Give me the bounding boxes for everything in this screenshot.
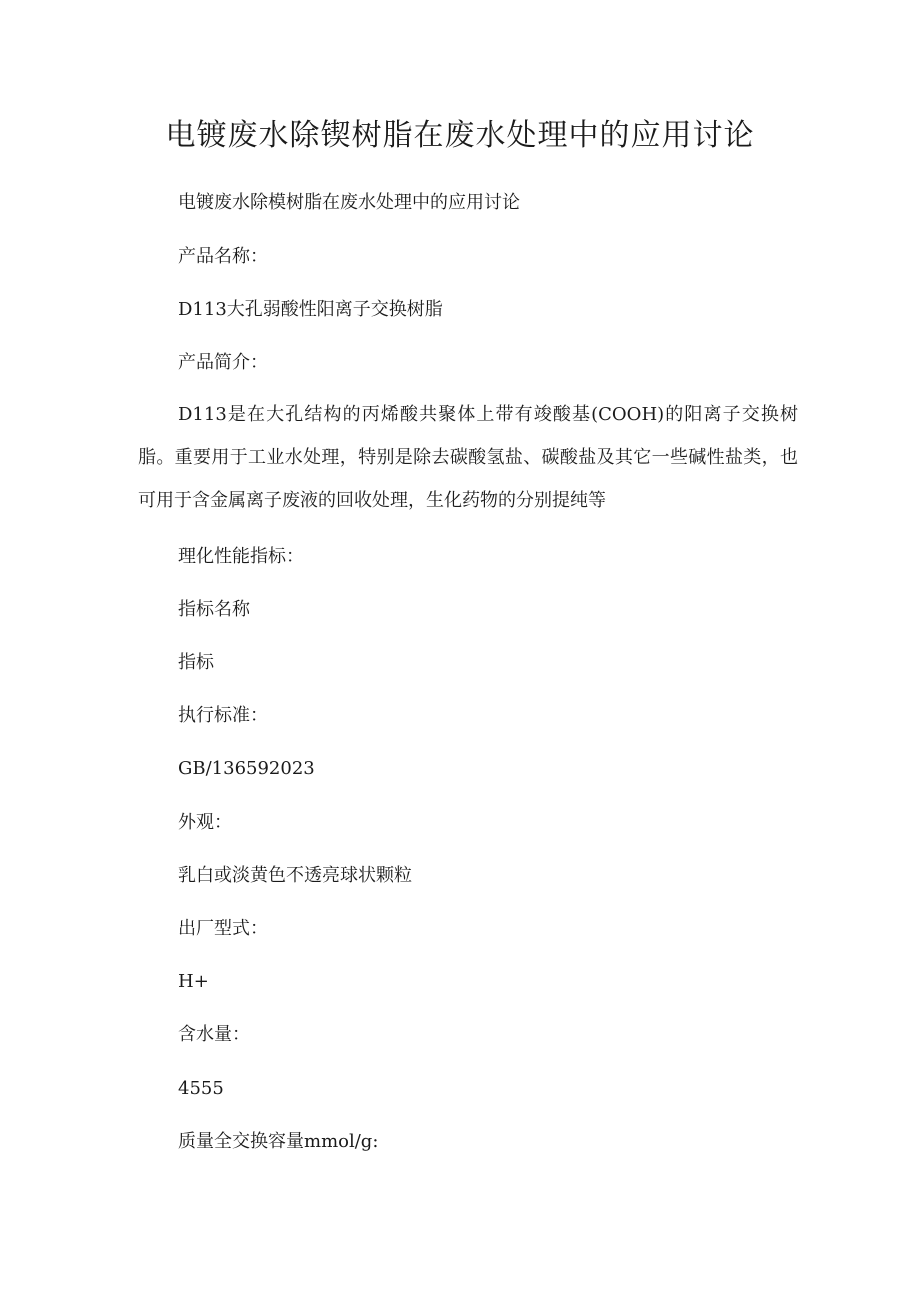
paragraph-water-value: 4555 bbox=[178, 1078, 224, 1099]
paragraph-appearance-label: 外观： bbox=[178, 812, 232, 833]
document-title: 电镀废水除锲树脂在废水处理中的应用讨论 bbox=[165, 118, 755, 153]
paragraph-spec-label: 理化性能指标： bbox=[178, 546, 304, 567]
paragraph-form-label: 出厂型式： bbox=[178, 918, 268, 939]
paragraph-product-intro: D113是在大孔结构的丙烯酸共聚体上带有竣酸基(COOH)的阳离子交换树脂。重要用于工业水处理，特别是除去碳酸氢盐、碳酸盐及其它一些碱性盐类，也可用于含金属离子废液的回收处理，生化药物的分别提纯等 bbox=[138, 404, 798, 511]
paragraph-standard-label: 执行标准： bbox=[178, 705, 268, 726]
paragraph-index-name: 指标名称 bbox=[178, 599, 250, 620]
paragraph-product-name-label: 产品名称： bbox=[178, 246, 268, 267]
paragraph-standard-value: GB/136592023 bbox=[178, 758, 315, 779]
paragraph-product-name: D113大孔弱酸性阳离子交换树脂 bbox=[178, 299, 443, 320]
paragraph-product-intro-label: 产品简介： bbox=[178, 352, 268, 373]
paragraph-capacity-label: 质量全交换容量mmol/g: bbox=[178, 1131, 379, 1152]
paragraph-subtitle: 电镀废水除模树脂在废水处理中的应用讨论 bbox=[178, 192, 520, 213]
paragraph-index: 指标 bbox=[178, 652, 214, 673]
paragraph-appearance-value: 乳白或淡黄色不透亮球状颗粒 bbox=[178, 865, 412, 886]
paragraph-form-value: H+ bbox=[178, 971, 209, 992]
paragraph-water-label: 含水量： bbox=[178, 1024, 250, 1045]
